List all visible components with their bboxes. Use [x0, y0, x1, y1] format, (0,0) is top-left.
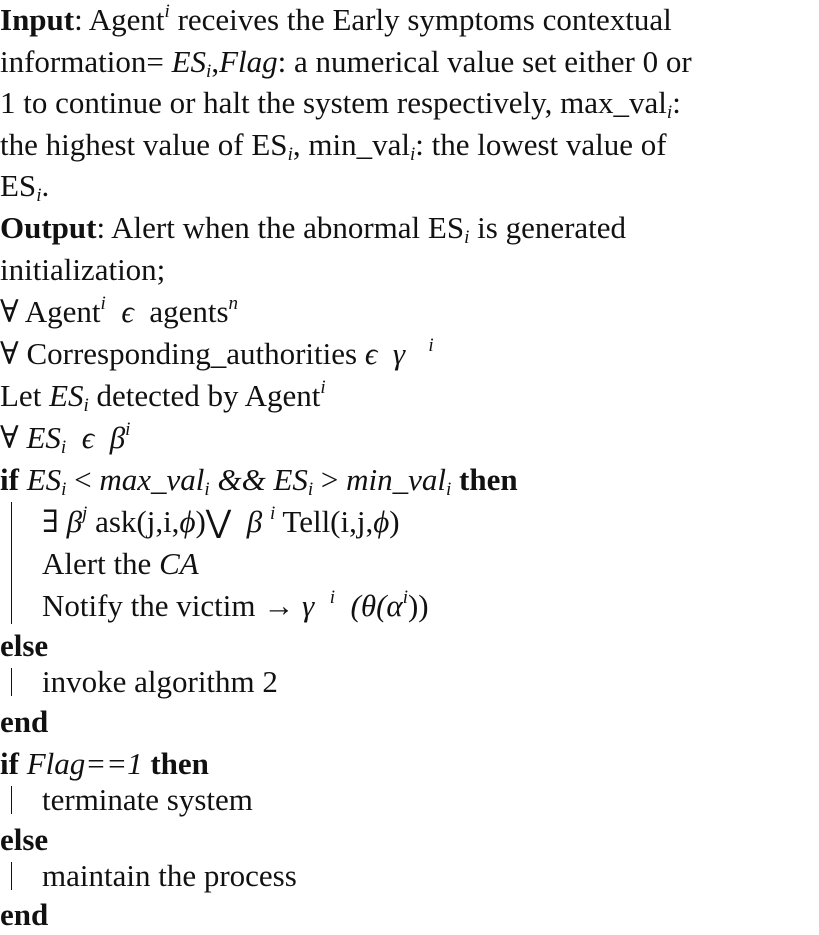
forall-authorities-line: [0, 334, 434, 374]
subscript: i: [36, 185, 42, 206]
input-line-1: [0, 0, 672, 40]
end-keyword: end: [0, 704, 49, 739]
subscript: i: [83, 395, 89, 416]
block-indent-bar: [11, 502, 12, 624]
input-text: , min_val: [292, 127, 410, 162]
superscript: i: [100, 293, 106, 314]
subscript: i: [206, 61, 212, 82]
exists-symbol: ∃: [42, 504, 59, 539]
operator: &&: [217, 462, 266, 497]
output-line: [0, 208, 626, 248]
superscript: i: [164, 1, 170, 22]
else-keyword: else: [0, 628, 49, 663]
input-line-3: [0, 83, 681, 123]
statement-text: Notify the victim →: [42, 588, 303, 623]
output-text: : Alert when the abnormal ES: [96, 210, 465, 245]
output-label: Output: [0, 210, 97, 245]
gamma-symbol: γ: [392, 336, 406, 371]
statement-text: agents: [149, 294, 229, 329]
if-condition-line: [0, 460, 518, 500]
statement-text: ask(j,i,: [87, 504, 180, 539]
input-text: : the lowest value of: [415, 127, 667, 162]
operator: >: [320, 462, 339, 497]
block-indent-bar: [11, 862, 12, 890]
statement-text: )): [407, 588, 429, 623]
es-symbol: ES: [26, 462, 62, 497]
statement-text: Tell(i,j,: [275, 504, 374, 539]
superscript: i: [269, 503, 276, 524]
subscript: i: [307, 479, 314, 500]
subscript: i: [666, 102, 673, 123]
input-text: ES: [0, 168, 37, 203]
phi-symbol: ϕ: [179, 504, 196, 539]
input-text: 1 to continue or halt the system respectively, max_val: [0, 85, 667, 120]
input-label: Input: [0, 2, 75, 37]
element-of-symbol: ϵ: [81, 420, 95, 455]
statement-text: invoke algorithm 2: [42, 664, 278, 699]
superscript: n: [228, 293, 239, 314]
flag-condition: Flag==1: [26, 746, 143, 781]
if-flag-line: [0, 744, 209, 784]
input-line-4: [0, 125, 667, 165]
forall-symbol: ∀: [0, 336, 19, 371]
subscript: i: [446, 479, 452, 500]
else-keyword: else: [0, 822, 49, 857]
gamma-symbol: γ: [302, 588, 315, 623]
statement-text: Agent: [18, 294, 101, 329]
beta-symbol: β: [66, 504, 83, 539]
statement-text: (θ(α: [342, 588, 403, 623]
min-val-symbol: min_val: [346, 462, 447, 497]
let-line: [0, 376, 326, 416]
statement-text: Corresponding_authorities: [18, 336, 365, 371]
initialization-line: initialization;: [0, 252, 166, 287]
beta-symbol: β: [246, 504, 263, 539]
max-val-symbol: max_val: [99, 462, 205, 497]
input-text: .: [41, 168, 50, 203]
block-indent-bar: [11, 668, 12, 696]
end-keyword: end: [0, 897, 49, 932]
forall-symbol: ∀: [0, 294, 19, 329]
subscript: i: [464, 227, 470, 248]
ca-symbol: CA: [159, 546, 199, 581]
statement-text: Alert the: [42, 546, 160, 581]
input-text: receives the Early symptoms contextual: [169, 2, 672, 37]
beta-symbol: β: [109, 420, 126, 455]
statement-text: maintain the process: [42, 858, 297, 893]
element-of-symbol: ϵ: [364, 336, 378, 371]
statement-text: terminate system: [42, 782, 253, 817]
then-keyword: then: [150, 746, 209, 781]
subscript: i: [409, 144, 416, 165]
statement-text: ): [389, 504, 400, 539]
subscript: i: [61, 479, 67, 500]
superscript: i: [329, 587, 336, 608]
input-text: :: [672, 85, 681, 120]
forall-symbol: ∀: [0, 420, 19, 455]
statement-text: )⋁: [195, 504, 239, 539]
output-text: is generated: [469, 210, 627, 245]
operator: <: [74, 462, 92, 497]
if-keyword: if: [0, 462, 19, 497]
block-indent-bar: [11, 786, 12, 814]
subscript: i: [204, 479, 210, 500]
flag-symbol: Flag: [219, 44, 278, 79]
input-line-2: information= $ES_i,Flag$: a numerical value set either 0 or: [0, 44, 692, 82]
input-text: the highest value of ES: [0, 127, 288, 162]
then-keyword: then: [459, 462, 518, 497]
input-line-5: [0, 166, 49, 206]
input-text: information=: [0, 44, 172, 79]
element-of-symbol: ϵ: [121, 294, 134, 329]
phi-symbol: ϕ: [373, 504, 390, 539]
es-symbol: ES: [49, 378, 84, 413]
statement-text: Let: [0, 378, 50, 413]
forall-agents-line: [0, 292, 238, 332]
superscript: i: [125, 419, 131, 440]
es-symbol: ES: [273, 462, 308, 497]
subscript: i: [60, 437, 67, 458]
subscript: i: [287, 144, 293, 165]
superscript: i: [320, 377, 326, 398]
es-symbol: ES: [171, 44, 207, 79]
superscript: j: [82, 503, 88, 524]
superscript: i: [428, 335, 434, 356]
input-text: : a numerical value set either 0 or: [277, 44, 692, 79]
forall-beta-line: [0, 418, 130, 458]
if-keyword: if: [0, 746, 19, 781]
superscript: i: [402, 587, 408, 608]
es-symbol: ES: [26, 420, 61, 455]
input-text: : Agent: [74, 2, 165, 37]
statement-text: detected by Agent: [88, 378, 321, 413]
